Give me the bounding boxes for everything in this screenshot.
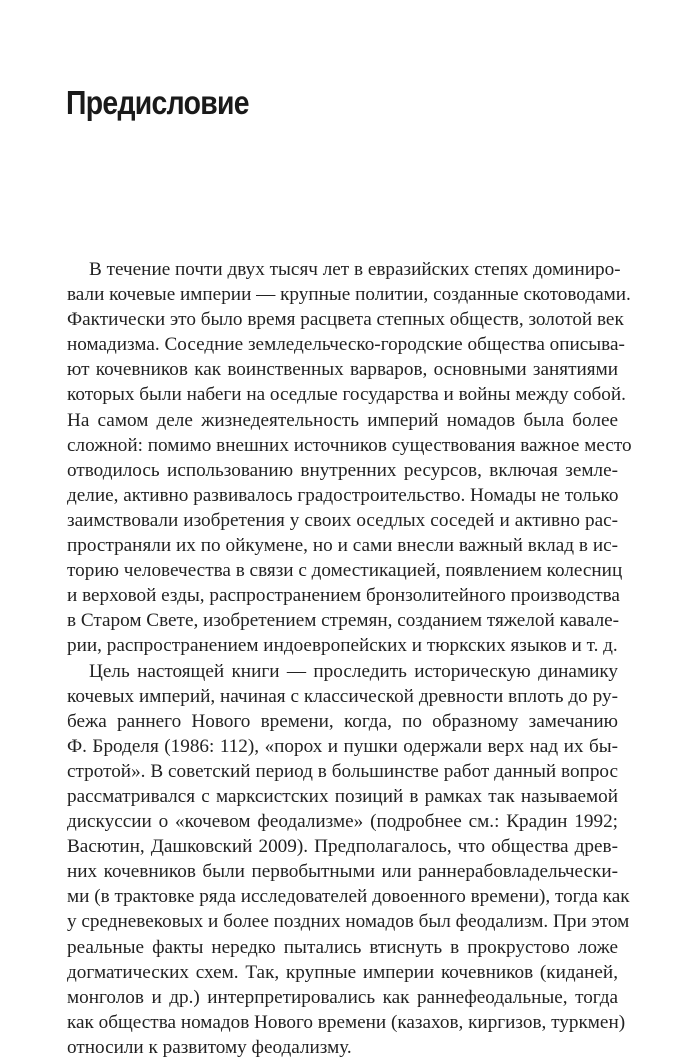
- text-line: Ф. Броделя (1986: 112), «порох и пушки одержали верх над их бы-: [67, 734, 618, 759]
- text-line: стротой». В советский период в большинстве работ данный вопрос: [67, 759, 618, 784]
- text-line: реальные факты нередко пытались втиснуть в прокрустово ложе: [67, 935, 618, 960]
- text-line: заимствовали изобретения у своих оседлых соседей и активно рас-: [67, 508, 618, 533]
- text-line: делие, активно развивалось градостроительство. Номады не только: [67, 483, 618, 508]
- body-text: [67, 257, 618, 1060]
- text-line: отводилось использованию внутренних ресурсов, включая земле-: [67, 458, 618, 483]
- text-line: которых были набеги на оседлые государства и войны между собой.: [67, 382, 618, 407]
- text-line: ют кочевников как воинственных варваров, основными занятиями: [67, 357, 618, 382]
- text-line: торию человечества в связи с доместикацией, появлением колесниц: [67, 558, 618, 583]
- text-line: вали кочевые империи — крупные политии, созданные скотоводами.: [67, 282, 618, 307]
- text-line: Васютин, Дашковский 2009). Предполагалось, что общества древ-: [67, 834, 618, 859]
- text-line: как общества номадов Нового времени (казахов, киргизов, туркмен): [67, 1010, 618, 1035]
- text-line: бежа раннего Нового времени, когда, по образному замечанию: [67, 709, 618, 734]
- text-line: рии, распространением индоевропейских и тюркских языков и т. д.: [67, 633, 618, 658]
- text-line: На самом деле жизнедеятельность империй номадов была более: [67, 408, 618, 433]
- text-line: ми (в трактовке ряда исследователей довоенного времени), тогда как: [67, 884, 618, 909]
- text-line: них кочевников были первобытными или раннерабовладельчески-: [67, 859, 618, 884]
- text-line: в Старом Свете, изобретением стремян, созданием тяжелой кавале-: [67, 608, 618, 633]
- paragraph-1: [67, 257, 618, 659]
- text-line: Фактически это было время расцвета степных обществ, золотой век: [67, 307, 618, 332]
- text-line: пространяли их по ойкумене, но и сами внесли важный вклад в ис-: [67, 533, 618, 558]
- text-line: догматических схем. Так, крупные империи кочевников (киданей,: [67, 960, 618, 985]
- text-line: сложной: помимо внешних источников существования важное место: [67, 433, 618, 458]
- text-line: и верховой езды, распространением бронзолитейного производства: [67, 583, 618, 608]
- text-line: монголов и др.) интерпретировались как раннефеодальные, тогда: [67, 985, 618, 1010]
- text-line: у средневековых и более поздних номадов был феодализм. При этом: [67, 909, 618, 934]
- text-line: кочевых империй, начиная с классической древности вплоть до ру-: [67, 684, 618, 709]
- text-line: рассматривался с марксистских позиций в рамках так называемой: [67, 784, 618, 809]
- text-line: В течение почти двух тысяч лет в евразийских степях доминиро-: [67, 257, 618, 282]
- text-line: номадизма. Соседние земледельческо-городские общества описыва-: [67, 332, 618, 357]
- page-title: Предисловие: [66, 84, 249, 122]
- text-line: Цель настоящей книги — проследить историческую динамику: [67, 659, 618, 684]
- text-line: относили к развитому феодализму.: [67, 1035, 618, 1060]
- text-line: дискуссии о «кочевом феодализме» (подробнее см.: Крадин 1992;: [67, 809, 618, 834]
